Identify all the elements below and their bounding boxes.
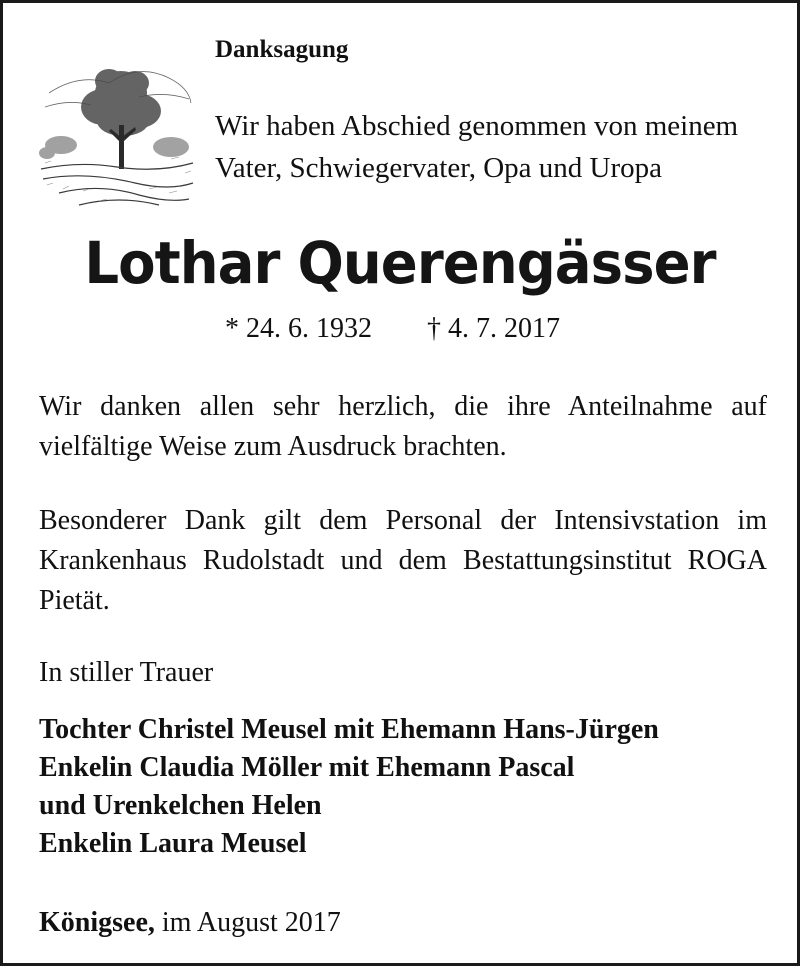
mourning-phrase: In stiller Trauer: [39, 657, 214, 688]
heading: Danksagung: [215, 36, 349, 63]
place: Königsee,: [39, 907, 155, 938]
thanks-paragraph: Wir danken allen sehr herzlich, die ihre Anteilnahme auf vielfältige Weise zum Ausdruck brachten.: [39, 391, 767, 462]
place-date-line: [39, 903, 341, 943]
death-date: † 4. 7. 2017: [427, 313, 560, 344]
intro-line: Wir haben Abschied genommen von meinem: [215, 110, 739, 142]
special-thanks-paragraph: Besonderer Dank gilt dem Personal der Intensivstation im Krankenhaus Rudolstadt und dem Bestattungsinstitut ROGA Pietät.: [39, 505, 767, 616]
family-member: Enkelin Laura Meusel: [39, 828, 307, 859]
tree-landscape-illustration: [39, 33, 195, 209]
deceased-name: Lothar Querengässer: [84, 229, 716, 297]
family-list: [39, 711, 659, 863]
family-member: und Urenkelchen Helen: [39, 790, 322, 821]
family-member: Enkelin Claudia Möller mit Ehemann Pascal: [39, 752, 575, 783]
life-dates: [225, 309, 560, 349]
date: im August 2017: [161, 907, 341, 938]
intro-line: Vater, Schwiegervater, Opa und Uropa: [215, 152, 663, 184]
family-member: Tochter Christel Meusel mit Ehemann Hans-Jürgen: [39, 714, 659, 745]
intro-text: [215, 105, 738, 189]
birth-date: * 24. 6. 1932: [225, 313, 372, 344]
